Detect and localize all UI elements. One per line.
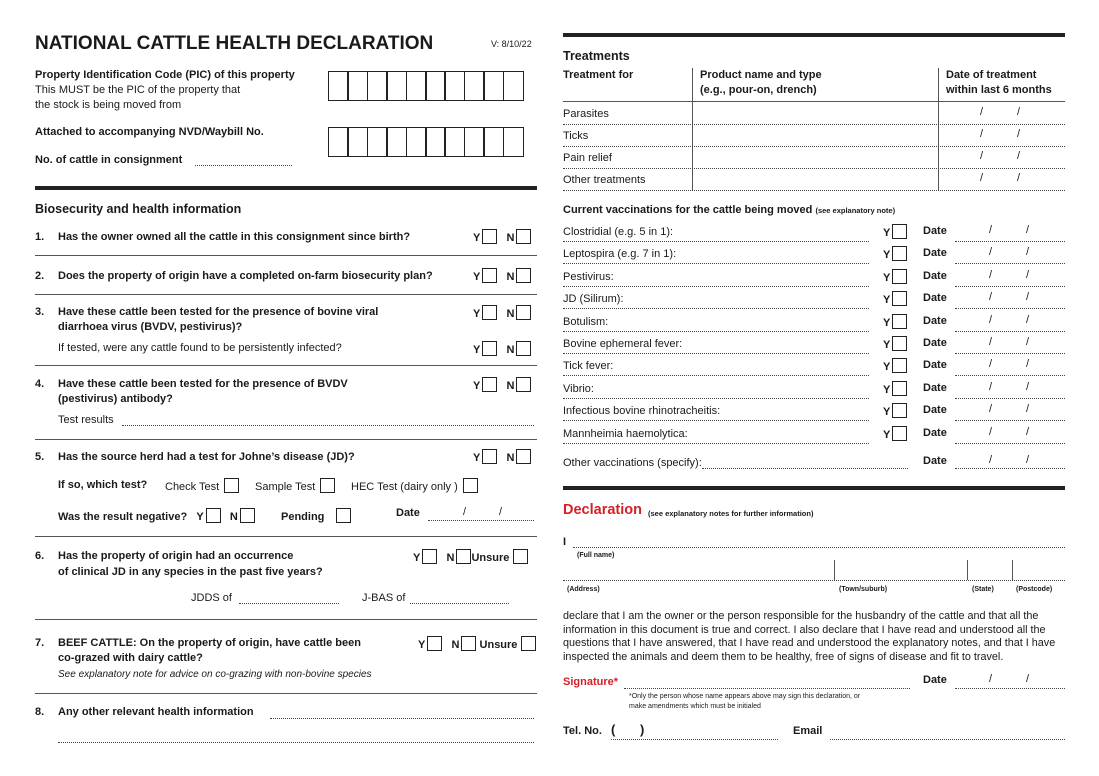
date-slash: / xyxy=(989,380,993,393)
signature-label: Signature* xyxy=(563,676,619,688)
vaccination-label: Leptospira (e.g. 7 in 1): xyxy=(563,248,677,261)
vaccination-yes xyxy=(883,224,907,239)
q5-no-checkbox[interactable] xyxy=(516,449,531,464)
q6-jdds-label: JDDS of xyxy=(191,592,232,604)
q5-check-test: Check Test xyxy=(165,478,239,493)
vaccination-date-field[interactable] xyxy=(955,286,1065,287)
other-vacc-date-label: Date xyxy=(923,455,947,467)
address-caption: (Address) xyxy=(567,586,600,593)
vaccination-yes-checkbox[interactable] xyxy=(892,381,907,396)
treatment-row-label: Other treatments xyxy=(563,174,646,186)
town-caption: (Town/suburb) xyxy=(839,586,888,593)
q6-unsure-checkbox[interactable] xyxy=(513,549,528,564)
vaccination-date-label: Date xyxy=(923,337,947,349)
treatments-col-date-2: within last 6 months xyxy=(946,84,1052,96)
email-field[interactable] xyxy=(830,739,1065,740)
q3-yn: Y N xyxy=(473,305,531,320)
vaccination-date-label: Date xyxy=(923,426,947,439)
q4-yes-checkbox[interactable] xyxy=(482,377,497,392)
check-test-checkbox[interactable] xyxy=(224,478,239,493)
vaccination-line xyxy=(563,241,869,242)
vaccination-y-label: Y xyxy=(883,428,891,441)
date-slash: / xyxy=(1026,454,1030,466)
q1-yes-checkbox[interactable] xyxy=(482,229,497,244)
vaccination-y-label: Y xyxy=(883,383,891,396)
q4-test-results-field[interactable] xyxy=(122,425,534,426)
treatment-row-line[interactable] xyxy=(563,146,1065,147)
vaccination-date-label: Date xyxy=(923,292,947,305)
q2-yes-checkbox[interactable] xyxy=(482,268,497,283)
full-name-caption: (Full name) xyxy=(577,552,615,559)
treatment-row-label: Ticks xyxy=(563,130,589,142)
vaccination-yes xyxy=(883,269,907,284)
q6-jbas-label: J-BAS of xyxy=(362,592,406,604)
date-slash: / xyxy=(980,106,984,118)
date-slash: / xyxy=(1026,268,1030,281)
vaccinations-heading: Current vaccinations for the cattle being moved (see explanatory note) xyxy=(563,204,896,216)
date-slash: / xyxy=(989,291,993,304)
vaccination-date-field[interactable] xyxy=(955,353,1065,354)
declaration-heading-note: (see explanatory notes for further information) xyxy=(648,509,814,518)
q7-text-1: BEEF CATTLE: On the property of origin, have cattle been xyxy=(58,637,361,649)
tel-label: Tel. No. xyxy=(563,725,602,737)
vaccination-line xyxy=(563,375,869,376)
date-slash: / xyxy=(989,268,993,281)
vaccination-line xyxy=(563,263,869,264)
q5-yn: Y N xyxy=(473,449,531,464)
date-slash: / xyxy=(499,506,503,518)
vaccination-label: Botulism: xyxy=(563,315,609,328)
treatments-col-product-2: (e.g., pour-on, drench) xyxy=(700,84,817,96)
q5-yes-checkbox[interactable] xyxy=(482,449,497,464)
vaccination-date-label: Date xyxy=(923,225,947,237)
other-vaccinations-label: Other vaccinations (specify): xyxy=(563,457,702,469)
vaccination-line xyxy=(563,420,869,421)
q4-text-1: Have these cattle been tested for the presence of BVDV xyxy=(58,378,348,390)
q3-number: 3. xyxy=(35,306,45,318)
q7-yn: Y N Unsure xyxy=(418,636,536,651)
full-name-field[interactable] xyxy=(573,547,1065,548)
pending-checkbox[interactable] xyxy=(336,508,351,523)
q4-text-2: (pestivirus) antibody? xyxy=(58,393,173,405)
date-slash: / xyxy=(1017,128,1021,140)
vaccination-y-label: Y xyxy=(883,249,891,262)
q6-yn: Y N Unsure xyxy=(413,549,528,564)
q4-no-checkbox[interactable] xyxy=(516,377,531,392)
vaccination-y-label: Y xyxy=(883,361,891,374)
q3-sub-no-checkbox[interactable] xyxy=(516,341,531,356)
q3-yes-checkbox[interactable] xyxy=(482,305,497,320)
vaccination-y-label: Y xyxy=(883,406,891,419)
q6-text-1: Has the property of origin had an occurrence xyxy=(58,550,294,562)
vaccination-yes xyxy=(883,381,907,396)
q6-yes-checkbox[interactable] xyxy=(422,549,437,564)
vaccination-label: Bovine ephemeral fever: xyxy=(563,338,683,350)
q3-no-checkbox[interactable] xyxy=(516,305,531,320)
treatment-row-label: Parasites xyxy=(563,108,609,120)
vaccination-yes-checkbox[interactable] xyxy=(892,403,907,418)
q5-number: 5. xyxy=(35,451,45,463)
vaccination-date-label: Date xyxy=(923,247,947,260)
treatments-col-date-1: Date of treatment xyxy=(946,69,1037,81)
vaccination-date-label: Date xyxy=(923,269,947,282)
pic-note-2: the stock is being moved from xyxy=(35,99,182,111)
date-slash: / xyxy=(980,128,984,140)
q7-yes-checkbox[interactable] xyxy=(427,636,442,651)
vaccination-date-field[interactable] xyxy=(955,443,1065,444)
biosecurity-heading: Biosecurity and health information xyxy=(35,202,242,216)
date-slash: / xyxy=(1017,150,1021,162)
date-slash: / xyxy=(989,224,993,236)
vaccination-label: Infectious bovine rhinotracheitis: xyxy=(563,405,721,418)
q1-text: Has the owner owned all the cattle in this consignment since birth? xyxy=(58,231,411,243)
q5-which-label: If so, which test? xyxy=(58,479,148,491)
vaccination-y-label: Y xyxy=(883,294,891,307)
q6-jbas-field[interactable] xyxy=(410,603,509,604)
vaccination-date-field[interactable] xyxy=(955,331,1065,332)
vaccination-date-field[interactable] xyxy=(955,375,1065,376)
vaccination-yes xyxy=(883,336,907,351)
vaccination-line xyxy=(563,331,869,332)
vaccination-yes-checkbox[interactable] xyxy=(892,314,907,329)
q3-sub-text: If tested, were any cattle found to be persistently infected? xyxy=(58,342,342,354)
date-slash: / xyxy=(1017,106,1021,118)
other-vacc-date-field[interactable] xyxy=(955,468,1065,469)
q8-text: Any other relevant health information xyxy=(58,706,254,718)
q1-yn: Y N xyxy=(473,229,531,244)
treatments-heading: Treatments xyxy=(563,49,630,63)
q6-jdds-field[interactable] xyxy=(239,603,339,604)
q5-negative-no-checkbox[interactable] xyxy=(240,508,255,523)
vaccination-yes-checkbox[interactable] xyxy=(892,336,907,351)
date-slash: / xyxy=(1026,403,1030,416)
vaccination-yes xyxy=(883,403,907,418)
date-slash: / xyxy=(989,403,993,416)
vaccination-date-label: Date xyxy=(923,314,947,327)
vaccination-yes-checkbox[interactable] xyxy=(892,224,907,239)
signature-note-2: make amendments which must be initialed xyxy=(629,703,761,710)
signature-date-label: Date xyxy=(923,674,947,686)
vaccination-y-label: Y xyxy=(883,316,891,329)
q3-sub-yn: Y N xyxy=(473,341,531,356)
version-label: V: 8/10/22 xyxy=(491,39,532,49)
date-slash: / xyxy=(989,425,993,438)
pic-label: Property Identification Code (PIC) of this property xyxy=(35,69,295,81)
q8-field-line-1[interactable] xyxy=(270,718,534,719)
date-slash: / xyxy=(1026,336,1030,348)
vaccination-date-label: Date xyxy=(923,381,947,394)
vaccination-yes-checkbox[interactable] xyxy=(892,358,907,373)
vaccination-date-label: Date xyxy=(923,359,947,372)
date-slash: / xyxy=(989,454,993,466)
date-slash: / xyxy=(989,313,993,326)
date-slash: / xyxy=(989,336,993,348)
q7-no-checkbox[interactable] xyxy=(461,636,476,651)
address-field[interactable] xyxy=(563,580,1065,581)
date-slash: / xyxy=(980,150,984,162)
vaccination-line xyxy=(563,398,869,399)
q2-number: 2. xyxy=(35,270,45,282)
vaccination-label: JD (Silirum): xyxy=(563,293,624,306)
q3-text-1: Have these cattle been tested for the presence of bovine viral xyxy=(58,306,379,318)
treatment-row-line[interactable] xyxy=(563,124,1065,125)
q7-unsure-checkbox[interactable] xyxy=(521,636,536,651)
nvd-label: Attached to accompanying NVD/Waybill No. xyxy=(35,126,264,138)
q8-number: 8. xyxy=(35,706,45,718)
pic-note-1: This MUST be the PIC of the property that xyxy=(35,84,241,96)
date-slash: / xyxy=(989,358,993,371)
vaccination-date-field[interactable] xyxy=(955,263,1065,264)
vaccination-line xyxy=(563,353,869,354)
treatments-col-product-1: Product name and type xyxy=(700,69,822,81)
email-label: Email xyxy=(793,725,823,737)
declaration-body: declare that I am the owner or the person responsible for the husbandry of the cattle and that all the information in this document is true and correct. I also declare that I have read and understood all the questions that I have answered, that I have read and understood the explanatory notes, and that I have inspected the animals and deem them to be healthy, free of signs of disease and fit to travel. xyxy=(563,610,1056,663)
q5-negative-yes-checkbox[interactable] xyxy=(206,508,221,523)
date-slash: / xyxy=(1026,291,1030,304)
date-slash: / xyxy=(1026,425,1030,438)
q7-number: 7. xyxy=(35,637,45,649)
hec-test-checkbox[interactable] xyxy=(463,478,478,493)
vaccination-label: Mannheimia haemolytica: xyxy=(563,427,688,440)
q5-sample-test: Sample Test xyxy=(255,478,335,493)
tel-open-paren: ( xyxy=(611,722,616,737)
vaccination-yes xyxy=(883,358,907,373)
vaccination-label: Pestivirus: xyxy=(563,270,614,283)
q7-note: See explanatory note for advice on co-grazing with non-bovine species xyxy=(58,669,372,680)
q6-no-checkbox[interactable] xyxy=(456,549,471,564)
postcode-caption: (Postcode) xyxy=(1016,586,1053,593)
q6-text-2: of clinical JD in any species in the past five years? xyxy=(58,566,323,578)
date-slash: / xyxy=(989,673,993,685)
treatments-col-treatment-for: Treatment for xyxy=(563,69,634,81)
vaccination-yes xyxy=(883,291,907,306)
q2-yn: Y N xyxy=(473,268,531,283)
treatment-row-line[interactable] xyxy=(563,168,1065,169)
declaration-i: I xyxy=(563,536,567,548)
date-slash: / xyxy=(1026,224,1030,236)
q8-field-line-2[interactable] xyxy=(58,742,534,743)
treatment-row-label: Pain relief xyxy=(563,152,612,164)
vaccination-yes-checkbox[interactable] xyxy=(892,291,907,306)
pic-input[interactable] xyxy=(328,71,522,101)
q2-no-checkbox[interactable] xyxy=(516,268,531,283)
q5-negative-label: Was the result negative? Y N xyxy=(58,508,255,523)
q4-test-results-label: Test results xyxy=(58,414,114,426)
vaccination-label: Clostridial (e.g. 5 in 1): xyxy=(563,226,674,238)
treatment-row-line[interactable] xyxy=(563,190,1065,191)
signature-field[interactable] xyxy=(624,688,910,689)
date-slash: / xyxy=(1026,673,1030,685)
date-slash: / xyxy=(980,172,984,184)
cattle-count-label: No. of cattle in consignment xyxy=(35,154,183,166)
date-slash: / xyxy=(1017,172,1021,184)
state-caption: (State) xyxy=(972,586,994,593)
q4-number: 4. xyxy=(35,378,45,390)
vaccination-date-field[interactable] xyxy=(955,241,1065,242)
q6-number: 6. xyxy=(35,550,45,562)
other-vaccinations-field[interactable] xyxy=(702,468,908,469)
vaccination-yes xyxy=(883,314,907,329)
vaccination-date-field[interactable] xyxy=(955,308,1065,309)
sample-test-checkbox[interactable] xyxy=(320,478,335,493)
signature-note-1: *Only the person whose name appears above may sign this declaration, or xyxy=(629,693,861,700)
q2-text: Does the property of origin have a completed on-farm biosecurity plan? xyxy=(58,270,433,282)
q3-sub-yes-checkbox[interactable] xyxy=(482,341,497,356)
q5-hec-test: HEC Test (dairy only ) xyxy=(351,478,478,493)
vaccination-line xyxy=(563,308,869,309)
date-slash: / xyxy=(1026,246,1030,259)
q1-number: 1. xyxy=(35,231,45,243)
vaccination-date-label: Date xyxy=(923,404,947,417)
q3-text-2: diarrhoea virus (BVDV, pestivirus)? xyxy=(58,321,243,333)
vaccination-y-label: Y xyxy=(883,339,891,351)
vaccination-y-label: Y xyxy=(883,227,891,239)
vaccination-line xyxy=(563,443,869,444)
vaccination-label: Vibrio: xyxy=(563,382,594,395)
vaccination-label: Tick fever: xyxy=(563,360,614,373)
vaccination-yes-checkbox[interactable] xyxy=(892,269,907,284)
cattle-count-field[interactable] xyxy=(195,165,292,166)
q7-text-2: co-grazed with dairy cattle? xyxy=(58,652,203,664)
tel-close-paren: ) xyxy=(640,722,645,737)
q1-no-checkbox[interactable] xyxy=(516,229,531,244)
vaccination-date-field[interactable] xyxy=(955,398,1065,399)
vaccination-y-label: Y xyxy=(883,271,891,284)
nvd-input[interactable] xyxy=(328,127,522,157)
date-slash: / xyxy=(463,506,467,518)
vaccination-yes xyxy=(883,246,907,261)
page-title: NATIONAL CATTLE HEALTH DECLARATION xyxy=(35,33,434,54)
vaccination-yes-checkbox[interactable] xyxy=(892,246,907,261)
vaccination-line xyxy=(563,286,869,287)
tel-field[interactable] xyxy=(611,739,778,740)
q5-pending: Pending xyxy=(281,508,351,523)
signature-date-field[interactable] xyxy=(955,688,1065,689)
vaccination-date-field[interactable] xyxy=(955,420,1065,421)
q5-date-label: Date xyxy=(396,507,420,519)
q5-date-field[interactable] xyxy=(428,520,534,521)
date-slash: / xyxy=(1026,380,1030,393)
date-slash: / xyxy=(989,246,993,259)
q4-yn: Y N xyxy=(473,377,531,392)
declaration-heading: Declaration xyxy=(563,502,642,518)
q5-text: Has the source herd had a test for Johne’s disease (JD)? xyxy=(58,451,355,463)
vaccination-yes xyxy=(883,426,907,441)
date-slash: / xyxy=(1026,313,1030,326)
vaccination-yes-checkbox[interactable] xyxy=(892,426,907,441)
date-slash: / xyxy=(1026,358,1030,371)
